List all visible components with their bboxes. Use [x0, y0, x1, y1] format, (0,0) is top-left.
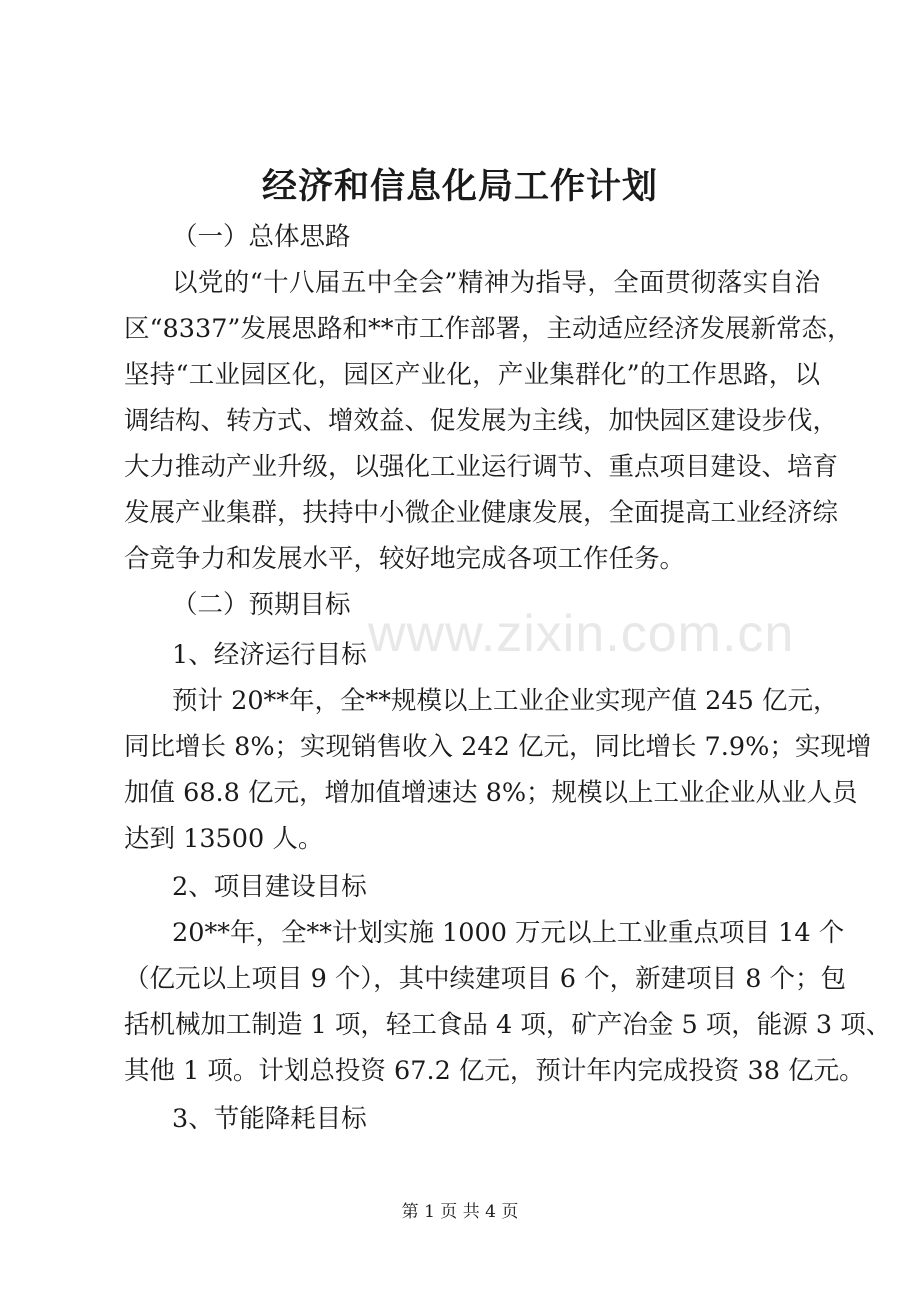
subsection-heading: 2、项目建设目标	[172, 872, 367, 902]
paragraph-line: 大力推动产业升级，以强化工业运行调节、重点项目建设、培育	[124, 452, 839, 482]
paragraph-line: 坚持“工业园区化，园区产业化，产业集群化”的工作思路，以	[124, 360, 820, 390]
paragraph-line: 调结构、转方式、增效益、促发展为主线，加快园区建设步伐，	[124, 406, 839, 436]
document-title: 经济和信息化局工作计划	[261, 166, 658, 207]
page-footer: 第 1 页 共 4 页	[401, 1202, 519, 1222]
paragraph-line: 20**年，全**计划实施 1000 万元以上工业重点项目 14 个	[172, 918, 845, 948]
paragraph-line: 达到 13500 人。	[124, 824, 324, 854]
paragraph-line: 括机械加工制造 1 项，轻工食品 4 项，矿产冶金 5 项，能源 3 项、	[124, 1010, 892, 1040]
watermark: www.zixin.com.cn	[368, 605, 795, 663]
subsection-heading: 1、经济运行目标	[172, 640, 367, 670]
section-heading: （一）总体思路	[172, 222, 351, 252]
section-heading: （二）预期目标	[172, 590, 351, 620]
paragraph-line: 区“8337”发展思路和**市工作部署，主动适应经济发展新常态，	[124, 314, 853, 344]
paragraph-line: 发展产业集群，扶持中小微企业健康发展，全面提高工业经济综	[124, 498, 839, 528]
paragraph-line: （亿元以上项目 9 个），其中续建项目 6 个，新建项目 8 个；包	[124, 964, 847, 994]
paragraph-line: 其他 1 项。计划总投资 67.2 亿元，预计年内完成投资 38 亿元。	[124, 1056, 865, 1086]
paragraph-line: 以党的“十八届五中全会”精神为指导，全面贯彻落实自治	[172, 268, 820, 298]
paragraph-line: 同比增长 8%；实现销售收入 242 亿元，同比增长 7.9%；实现增	[124, 732, 872, 762]
subsection-heading: 3、节能降耗目标	[172, 1104, 367, 1134]
paragraph-line: 加值 68.8 亿元，增加值增速达 8%；规模以上工业企业从业人员	[124, 778, 858, 808]
paragraph-line: 预计 20**年，全**规模以上工业企业实现产值 245 亿元，	[172, 686, 839, 716]
paragraph-line: 合竞争力和发展水平，较好地完成各项工作任务。	[124, 544, 686, 574]
